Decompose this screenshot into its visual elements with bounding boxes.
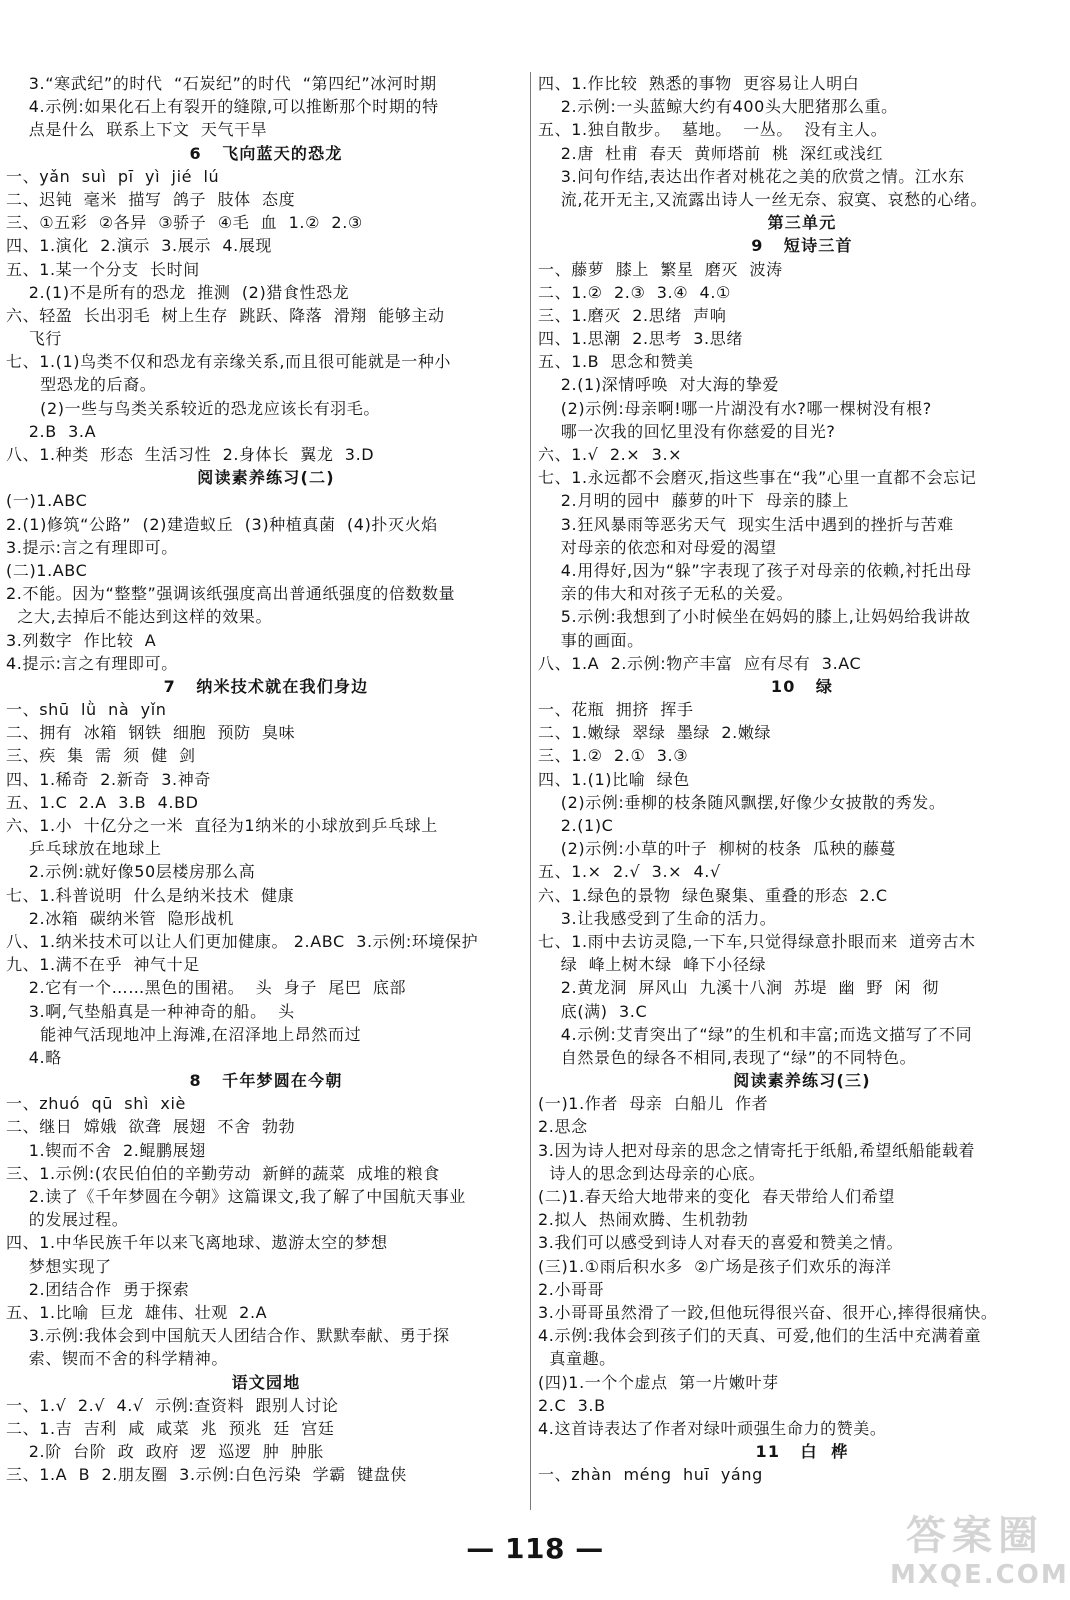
answer-line: (三)1.①雨后积水多 ②广场是孩子们欢乐的海洋 bbox=[538, 1256, 892, 1276]
answer-line: 七、1.(1)鸟类不仅和恐龙有亲缘关系,而且很可能就是一种小 bbox=[6, 352, 452, 372]
answer-line: 1.锲而不舍 2.鲲鹏展翅 bbox=[6, 1140, 206, 1160]
answer-line: 2.拟人 热闹欢腾、生机勃勃 bbox=[538, 1210, 749, 1230]
answer-line: 2.B 3.A bbox=[6, 421, 97, 441]
answer-line: 二、1.② 2.③ 3.④ 4.① bbox=[538, 282, 731, 302]
answer-line: 诗人的思念到达母亲的心底。 bbox=[538, 1163, 766, 1183]
answer-line: 2.(1)深情呼唤 对大海的挚爱 bbox=[538, 375, 780, 395]
answer-line: 的发展过程。 bbox=[6, 1210, 129, 1230]
answer-line: 2.阶 台阶 政 政府 逻 巡逻 肿 肿胀 bbox=[6, 1442, 325, 1462]
answer-line: 五、1.某一个分支 长时间 bbox=[6, 259, 200, 279]
answer-line: 能神气活现地冲上海滩,在沼泽地上昂然而过 bbox=[6, 1024, 362, 1044]
answer-line: 型恐龙的后裔。 bbox=[6, 375, 157, 395]
answer-line: 四、1.思潮 2.思考 3.思绪 bbox=[538, 329, 743, 349]
answer-line: 乒乓球放在地球上 bbox=[6, 839, 162, 859]
answer-line: 三、①五彩 ②各异 ③骄子 ④毛 血 1.② 2.③ bbox=[6, 213, 363, 233]
answer-line: 八、1.A 2.示例:物产丰富 应有尽有 3.AC bbox=[538, 653, 862, 673]
answer-line: 2.黄龙洞 屏风山 九溪十八涧 苏堤 幽 野 闲 彻 bbox=[538, 978, 940, 998]
answer-line: 4.示例:我体会到孩子们的天真、可爱,他们的生活中充满着童 bbox=[538, 1326, 982, 1346]
answer-line: (2)示例:垂柳的枝条随风飘摆,好像少女披散的秀发。 bbox=[538, 792, 946, 812]
answer-line: 2.月明的园中 藤萝的叶下 母亲的膝上 bbox=[538, 491, 849, 511]
answer-line: 八、1.纳米技术可以让人们更加健康。 2.ABC 3.示例:环境保护 bbox=[6, 931, 479, 951]
answer-line: 2.(1)C bbox=[538, 816, 614, 835]
answer-line: 2.(1)修筑“公路” (2)建造蚁丘 (3)种植真菌 (4)扑灭火焰 bbox=[6, 514, 438, 534]
answer-line: 3.让我感受到了生命的活力。 bbox=[538, 908, 777, 928]
section-heading: 语文园地 bbox=[231, 1372, 301, 1392]
answer-line: 自然景色的绿各不相同,表现了“绿”的不同特色。 bbox=[538, 1047, 917, 1067]
answer-line: 索、锲而不舍的科学精神。 bbox=[6, 1349, 228, 1369]
answer-line: 3.因为诗人把对母亲的思念之情寄托于纸船,希望纸船能载着 bbox=[538, 1140, 976, 1160]
answer-line: (2)示例:母亲啊!哪一片湖没有水?哪一棵树没有根? bbox=[538, 398, 932, 418]
answer-line: 一、zhuó qū shì xiè bbox=[6, 1094, 186, 1114]
answer-line: 七、1.雨中去访灵隐,一下车,只觉得绿意扑眼而来 道旁古木 bbox=[538, 931, 976, 951]
section-heading: 10 绿 bbox=[770, 676, 834, 696]
answer-line: 梦想实现了 bbox=[6, 1256, 112, 1276]
answer-line: 二、1.嫩绿 翠绿 墨绿 2.嫩绿 bbox=[538, 723, 772, 743]
answer-line: 3.狂风暴雨等恶劣天气 现实生活中遇到的挫折与苦难 bbox=[538, 514, 954, 534]
answer-line: 2.唐 杜甫 春天 黄师塔前 桃 深红或浅红 bbox=[538, 143, 884, 163]
answer-line: 三、1.② 2.① 3.③ bbox=[538, 746, 689, 766]
answer-line: 四、1.稀奇 2.新奇 3.神奇 bbox=[6, 769, 211, 789]
answer-line: 哪一次我的回忆里没有你慈爱的目光? bbox=[538, 421, 836, 441]
answer-line: 二、1.吉 吉利 咸 咸菜 兆 预兆 廷 宫廷 bbox=[6, 1418, 335, 1438]
answer-line: 事的画面。 bbox=[538, 630, 644, 650]
answer-line: 2.冰箱 碳纳米管 隐形战机 bbox=[6, 908, 234, 928]
section-heading: 阅读素养练习(二) bbox=[197, 468, 335, 488]
section-heading: 阅读素养练习(三) bbox=[733, 1071, 871, 1091]
answer-line: 五、1.B 思念和赞美 bbox=[538, 352, 694, 372]
answer-line: 2.示例:就好像50层楼房那么高 bbox=[6, 862, 256, 882]
watermark-url: MXQE.COM bbox=[890, 1560, 1069, 1590]
left-column bbox=[6, 72, 526, 1486]
column-divider bbox=[530, 72, 531, 1510]
answer-line: (2)示例:小草的叶子 柳树的枝条 瓜秧的藤蔓 bbox=[538, 839, 897, 859]
answer-line: 五、1.× 2.√ 3.× 4.√ bbox=[538, 862, 721, 882]
page-number: — 118 — bbox=[466, 1532, 604, 1565]
answer-line: 底(满) 3.C bbox=[538, 1001, 648, 1021]
answer-line: 真童趣。 bbox=[538, 1349, 616, 1369]
watermark-text: 答案圈 bbox=[906, 1513, 1044, 1559]
answer-line: 4.略 bbox=[6, 1047, 62, 1067]
answer-line: 五、1.比喻 巨龙 雄伟、壮观 2.A bbox=[6, 1302, 268, 1322]
answer-line: 2.不能。因为“整整”强调该纸强度高出普通纸强度的倍数数量 bbox=[6, 584, 456, 604]
answer-line: 对母亲的依恋和对母爱的渴望 bbox=[538, 537, 777, 557]
answer-line: 3.示例:我体会到中国航天人团结合作、默默奉献、勇于探 bbox=[6, 1326, 450, 1346]
answer-line: 之大,去掉后不能达到这样的效果。 bbox=[6, 607, 273, 627]
answer-line: 飞行 bbox=[6, 329, 62, 349]
answer-line: 六、1.小 十亿分之一米 直径为1纳米的小球放到乒乓球上 bbox=[6, 816, 438, 835]
answer-line: 4.这首诗表达了作者对绿叶顽强生命力的赞美。 bbox=[538, 1418, 887, 1438]
section-heading: 9 短诗三首 bbox=[751, 236, 853, 256]
answer-line: 一、shū lǜ nà yǐn bbox=[6, 700, 167, 720]
answer-line: 5.示例:我想到了小时候坐在妈妈的膝上,让妈妈给我讲故 bbox=[538, 607, 971, 627]
answer-line: 2.思念 bbox=[538, 1117, 588, 1137]
answer-line: 4.示例:艾青突出了“绿”的生机和丰富;而选文描写了不同 bbox=[538, 1024, 973, 1044]
answer-line: 2.团结合作 勇于探索 bbox=[6, 1279, 190, 1299]
answer-line: 一、yǎn suì pī yì jié lú bbox=[6, 166, 220, 186]
answer-line: 2.它有一个……黑色的围裙。 头 身子 尾巴 底部 bbox=[6, 978, 407, 998]
answer-line: 3.列数字 作比较 A bbox=[6, 630, 157, 650]
answer-line: 4.提示:言之有理即可。 bbox=[6, 653, 178, 673]
answer-line: (2)一些与鸟类关系较近的恐龙应该长有羽毛。 bbox=[6, 398, 380, 418]
answer-line: 二、迟钝 毫米 描写 鸽子 肢体 态度 bbox=[6, 189, 296, 209]
answer-line: 3.我们可以感受到诗人对春天的喜爱和赞美之情。 bbox=[538, 1233, 904, 1253]
answer-line: 流,花开无主,又流露出诗人一丝无奈、寂寞、哀愁的心绪。 bbox=[538, 189, 988, 209]
answer-line: 一、藤萝 膝上 繁星 磨灭 波涛 bbox=[538, 259, 783, 279]
answer-line: 四、1.(1)比喻 绿色 bbox=[538, 769, 690, 789]
answer-line: 三、1.示例:(农民伯伯的辛勤劳动 新鲜的蔬菜 成堆的粮食 bbox=[6, 1163, 440, 1183]
section-heading: 7 纳米技术就在我们身边 bbox=[163, 676, 369, 696]
answer-line: 2.示例:一头蓝鲸大约有400头大肥猪那么重。 bbox=[538, 97, 898, 117]
answer-line: 五、1.独自散步。 墓地。 一丛。 没有主人。 bbox=[538, 120, 888, 140]
answer-line: 一、1.√ 2.√ 4.√ 示例:查资料 跟别人讨论 bbox=[6, 1395, 339, 1415]
answer-line: (二)1.ABC bbox=[6, 560, 88, 580]
answer-line: 四、1.中华民族千年以来飞离地球、遨游太空的梦想 bbox=[6, 1233, 388, 1253]
answer-line: 2.小哥哥 bbox=[538, 1279, 605, 1299]
answer-line: 八、1.种类 形态 生活习性 2.身体长 翼龙 3.D bbox=[6, 445, 375, 464]
answer-line: 亲的伟大和对孩子无私的关爱。 bbox=[538, 584, 794, 604]
answer-line: 点是什么 联系上下文 天气干旱 bbox=[6, 120, 268, 140]
answer-line: 2.C 3.B bbox=[538, 1395, 606, 1415]
answer-line: 绿 峰上树木绿 峰下小径绿 bbox=[538, 955, 767, 975]
answer-line: 六、1.√ 2.× 3.× bbox=[538, 445, 683, 464]
answer-line: 九、1.满不在乎 神气十足 bbox=[6, 955, 200, 975]
answer-line: 六、轻盈 长出羽毛 树上生存 跳跃、降落 滑翔 能够主动 bbox=[6, 305, 445, 325]
answer-line: 3.问句作结,表达出作者对桃花之美的欣赏之情。江水东 bbox=[538, 166, 965, 186]
answer-line: 二、拥有 冰箱 钢铁 细胞 预防 臭味 bbox=[6, 723, 296, 743]
watermark-logo bbox=[890, 1512, 1069, 1596]
answer-line: 4.示例:如果化石上有裂开的缝隙,可以推断那个时期的特 bbox=[6, 97, 439, 117]
answer-line: 七、1.科普说明 什么是纳米技术 健康 bbox=[6, 885, 295, 905]
answer-line: (二)1.春天给大地带来的变化 春天带给人们希望 bbox=[538, 1187, 895, 1206]
answer-line: 七、1.永远都不会磨灭,指这些事在“我”心里一直都不会忘记 bbox=[538, 468, 977, 488]
answer-line: 3.“寒武纪”的时代 “石炭纪”的时代 “第四纪”冰河时期 bbox=[6, 74, 437, 93]
answer-line: 3.小哥哥虽然滑了一跤,但他玩得很兴奋、很开心,摔得很痛快。 bbox=[538, 1302, 998, 1322]
section-heading: 6 飞向蓝天的恐龙 bbox=[189, 143, 343, 163]
answer-line: 3.啊,气垫船真是一种神奇的船。 头 bbox=[6, 1001, 295, 1021]
answer-line: 4.用得好,因为“躲”字表现了孩子对母亲的依赖,衬托出母 bbox=[538, 560, 972, 580]
answer-line: (一)1.ABC bbox=[6, 491, 88, 511]
answer-line: 二、继日 嫦娥 欲聋 展翅 不舍 勃勃 bbox=[6, 1117, 296, 1137]
answer-line: 三、1.A B 2.朋友圈 3.示例:白色污染 学霸 键盘侠 bbox=[6, 1465, 407, 1485]
answer-line: 一、花瓶 拥挤 挥手 bbox=[538, 700, 694, 720]
answer-line: 2.读了《千年梦圆在今朝》这篇课文,我了解了中国航天事业 bbox=[6, 1187, 466, 1206]
answer-line: 四、1.作比较 熟悉的事物 更容易让人明白 bbox=[538, 74, 860, 93]
section-heading: 8 千年梦圆在今朝 bbox=[189, 1071, 343, 1091]
right-column bbox=[538, 72, 1066, 1486]
answer-line: 一、zhàn méng huī yáng bbox=[538, 1465, 763, 1485]
answer-line: (四)1.一个个虚点 第一片嫩叶芽 bbox=[538, 1372, 779, 1392]
answer-line: (一)1.作者 母亲 白船儿 作者 bbox=[538, 1094, 769, 1114]
answer-line: 2.(1)不是所有的恐龙 推测 (2)猎食性恐龙 bbox=[6, 282, 350, 302]
answer-line: 3.提示:言之有理即可。 bbox=[6, 537, 178, 557]
answer-line: 三、1.磨灭 2.思绪 声响 bbox=[538, 305, 727, 325]
answer-line: 五、1.C 2.A 3.B 4.BD bbox=[6, 792, 199, 812]
answer-line: 四、1.演化 2.演示 3.展示 4.展现 bbox=[6, 236, 272, 256]
answer-line: 六、1.绿色的景物 绿色聚集、重叠的形态 2.C bbox=[538, 885, 888, 905]
answer-line: 三、疾 集 需 须 健 剑 bbox=[6, 746, 196, 766]
section-heading: 第三单元 bbox=[767, 213, 837, 233]
section-heading: 11 白 桦 bbox=[755, 1442, 849, 1462]
